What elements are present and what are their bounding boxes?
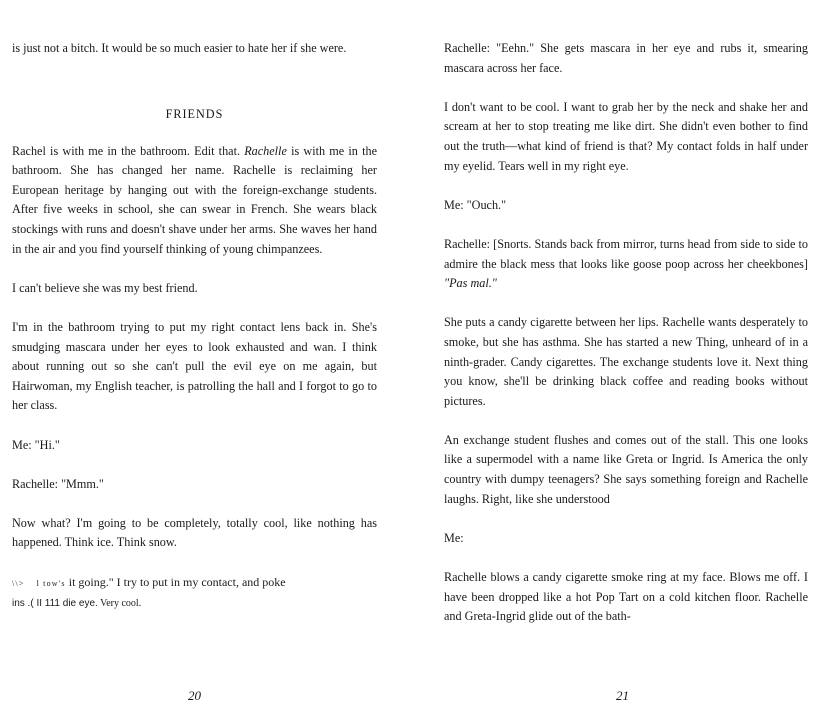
paragraph: I don't want to be cool. I want to grab her by the neck and shake her and scream at her to stop treating me like dirt. She didn't even bother to find out the truth—what kind of friend is that? My contact folds in half under my eyelid. Tears well in my right eye. [444,99,808,173]
garbled-paragraph [12,573,377,614]
paragraph: Me: [444,530,464,545]
paragraph: Rachelle: "Mmm." [12,476,104,491]
text-run: Rachelle: [Snorts. Stands back from mirror, turns head from side to side to admire the black mess that looks like goose poop across her cheekbones] [444,236,808,271]
text-run: eye. [76,598,98,610]
text-run: ins .( II 111 die [12,598,77,610]
italic-name: Rachelle [244,143,287,158]
text-run: l tow's [36,578,66,588]
italic-quote: "Pas mal." [444,276,497,291]
paragraph: Rachelle blows a candy cigarette smoke ring at my face. Blows me off. I have been dropped like a hot Pop Tart on a cold kitchen floor. Rachelle and Greta-Ingrid glide out of the bath- [444,570,808,624]
paragraph: Rachelle: "Eehn." She gets mascara in her eye and rubs it, smearing mascara across her face. [444,41,808,75]
text-run: is with me in the bathroom. She has changed her name. Rachelle is reclaiming her European heritage by hanging out with the foreign-exchange students. After five weeks in school, she can swear in French. She wears black stockings with runs and doesn't shave under her arms. She waves her hand in the air and you find yourself thinking of young chimpanzees. [12,143,377,256]
text-run: Rachel is with me in the bathroom. Edit that. [12,143,245,158]
text-run: it going." I try to put in my contact, and poke [65,574,286,589]
left-page [0,0,400,719]
section-heading: FRIENDS [165,106,224,121]
page-number: 20 [188,688,201,703]
left-text-column [12,39,377,614]
text-run: \\> [12,578,25,588]
paragraph: Me: "Ouch." [444,197,507,212]
paragraph: I'm in the bathroom trying to put my right contact lens back in. She's smudging mascara under her eyes to look exhausted and wan. I think about running out so she can't pull the evil eye on me again, but Hairwoman, my English teacher, is patrolling the hall and I forgot to go to her class. [12,319,377,413]
paragraph [444,235,808,294]
text-run: Very cool. [97,598,142,610]
right-text-column [444,39,808,627]
paragraph: I can't believe she was my best friend. [12,280,198,295]
page-number: 21 [616,688,629,703]
paragraph [12,142,377,260]
paragraph: Me: "Hi." [12,437,60,452]
right-page [430,0,820,719]
paragraph: She puts a candy cigarette between her lips. Rachelle wants desperately to smoke, but she has asthma. She has started a new Thing, unheard of in a ninth-grader. Candy cigarettes. The exchange students love it. Next thing you know, she'll be drinking black coffee and reading books without pictures. [444,315,808,408]
paragraph: Now what? I'm going to be completely, totally cool, like nothing has happened. Think ice. Think snow. [12,515,377,550]
paragraph: is just not a bitch. It would be so much easier to hate her if she were. [12,41,347,55]
paragraph: An exchange student flushes and comes out of the stall. This one looks like a supermodel with a name like Greta or Ingrid. Is America the only country with dumpy teenagers? She says something foreign and Rachelle laughs. Right, like she understood [444,432,808,506]
